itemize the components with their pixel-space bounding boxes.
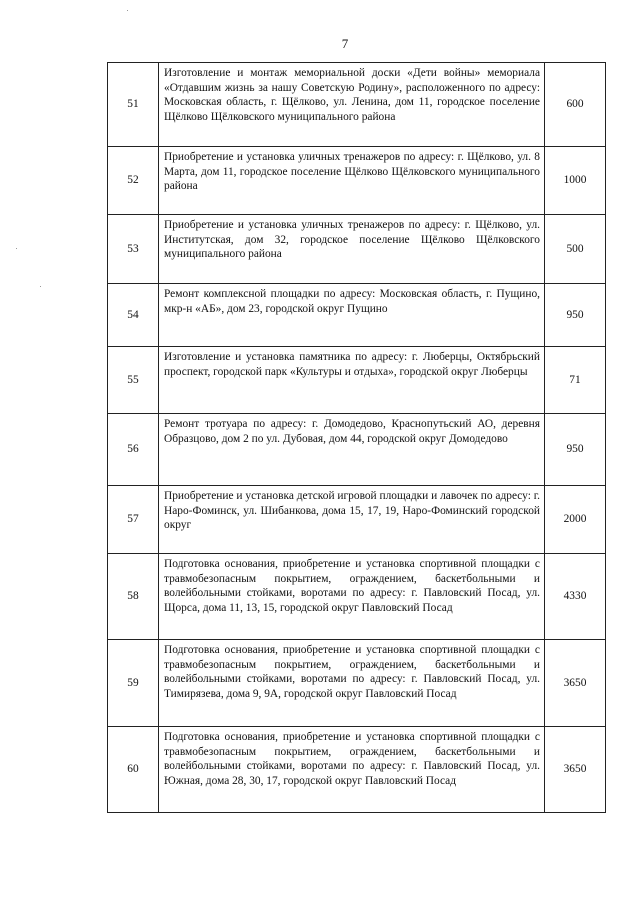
row-number: 51 bbox=[108, 63, 159, 147]
row-number: 58 bbox=[108, 554, 159, 640]
row-amount: 600 bbox=[545, 63, 606, 147]
page-number: 7 bbox=[341, 36, 349, 51]
table-row bbox=[108, 215, 606, 284]
table-row bbox=[108, 284, 606, 347]
row-number: 57 bbox=[108, 486, 159, 554]
table-row bbox=[108, 640, 606, 727]
row-description: Приобретение и установка детской игровой площадки и лавочек по адресу: г. Наро-Фоминск, ул. Шибанкова, дома 15, 17, 19, Наро-Фоминский городской округ bbox=[159, 486, 545, 554]
row-number: 59 bbox=[108, 640, 159, 727]
row-number: 56 bbox=[108, 414, 159, 486]
table-row bbox=[108, 486, 606, 554]
row-number: 54 bbox=[108, 284, 159, 347]
row-description: Подготовка основания, приобретение и установка спортивной площадки с травмобезопасным покрытием, ограждением, баскетбольными и волейбольными стойками, воротами по адресу: г. Павловский Посад, ул. Щорса, дома 11, 13, 15, городской округ Павловский Посад bbox=[159, 554, 545, 640]
row-number: 55 bbox=[108, 347, 159, 414]
table-row bbox=[108, 63, 606, 147]
table-row bbox=[108, 147, 606, 215]
row-amount: 950 bbox=[545, 284, 606, 347]
row-amount: 3650 bbox=[545, 640, 606, 727]
table-row bbox=[108, 347, 606, 414]
row-description: Ремонт тротуара по адресу: г. Домодедово, Краснопутьский АО, деревня Образцово, дом 2 по ул. Дубовая, дом 44, городской округ Домодедово bbox=[159, 414, 545, 486]
row-description: Ремонт комплексной площадки по адресу: Московская область, г. Пущино, мкр-н «АБ», дом 23, городской округ Пущино bbox=[159, 284, 545, 347]
row-amount: 1000 bbox=[545, 147, 606, 215]
row-amount: 950 bbox=[545, 414, 606, 486]
row-description: Подготовка основания, приобретение и установка спортивной площадки с травмобезопасным покрытием, ограждением, баскетбольными и волейбольными стойками, воротами по адресу: г. Павловский Посад, ул. Тимирязева, дома 9, 9А, городской округ Павловский Посад bbox=[159, 640, 545, 727]
table-row bbox=[108, 727, 606, 813]
row-amount: 3650 bbox=[545, 727, 606, 813]
scan-speck bbox=[40, 286, 41, 287]
row-description: Подготовка основания, приобретение и установка спортивной площадки с травмобезопасным покрытием, ограждением, баскетбольными и волейбольными стойками, воротами по адресу: г. Павловский Посад, ул. Южная, дома 28, 30, 17, городской округ Павловский Посад bbox=[159, 727, 545, 813]
table-row bbox=[108, 554, 606, 640]
row-description: Изготовление и установка памятника по адресу: г. Люберцы, Октябрьский проспект, городской парк «Культуры и отдыха», городской округ Люберцы bbox=[159, 347, 545, 414]
row-amount: 71 bbox=[545, 347, 606, 414]
row-number: 53 bbox=[108, 215, 159, 284]
row-description: Изготовление и монтаж мемориальной доски «Дети войны» мемориала «Отдавшим жизнь за нашу Советскую Родину», расположенного по адресу: Московская область, г. Щёлково, ул. Ленина, дом 11, городское поселение Щёлково Щёлковского муниципального района bbox=[159, 63, 545, 147]
scan-speck bbox=[16, 248, 17, 249]
row-description: Приобретение и установка уличных тренажеров по адресу: г. Щёлково, ул. Институтская, дом 32, городское поселение Щёлково Щёлковского муниципального района bbox=[159, 215, 545, 284]
row-amount: 500 bbox=[545, 215, 606, 284]
row-amount: 4330 bbox=[545, 554, 606, 640]
scan-speck bbox=[127, 10, 128, 11]
row-number: 60 bbox=[108, 727, 159, 813]
table-row bbox=[108, 414, 606, 486]
items-table bbox=[107, 62, 606, 813]
row-number: 52 bbox=[108, 147, 159, 215]
row-description: Приобретение и установка уличных тренажеров по адресу: г. Щёлково, ул. 8 Марта, дом 11, городское поселение Щёлково Щёлковского муниципального района bbox=[159, 147, 545, 215]
row-amount: 2000 bbox=[545, 486, 606, 554]
items-table-body bbox=[108, 63, 606, 813]
